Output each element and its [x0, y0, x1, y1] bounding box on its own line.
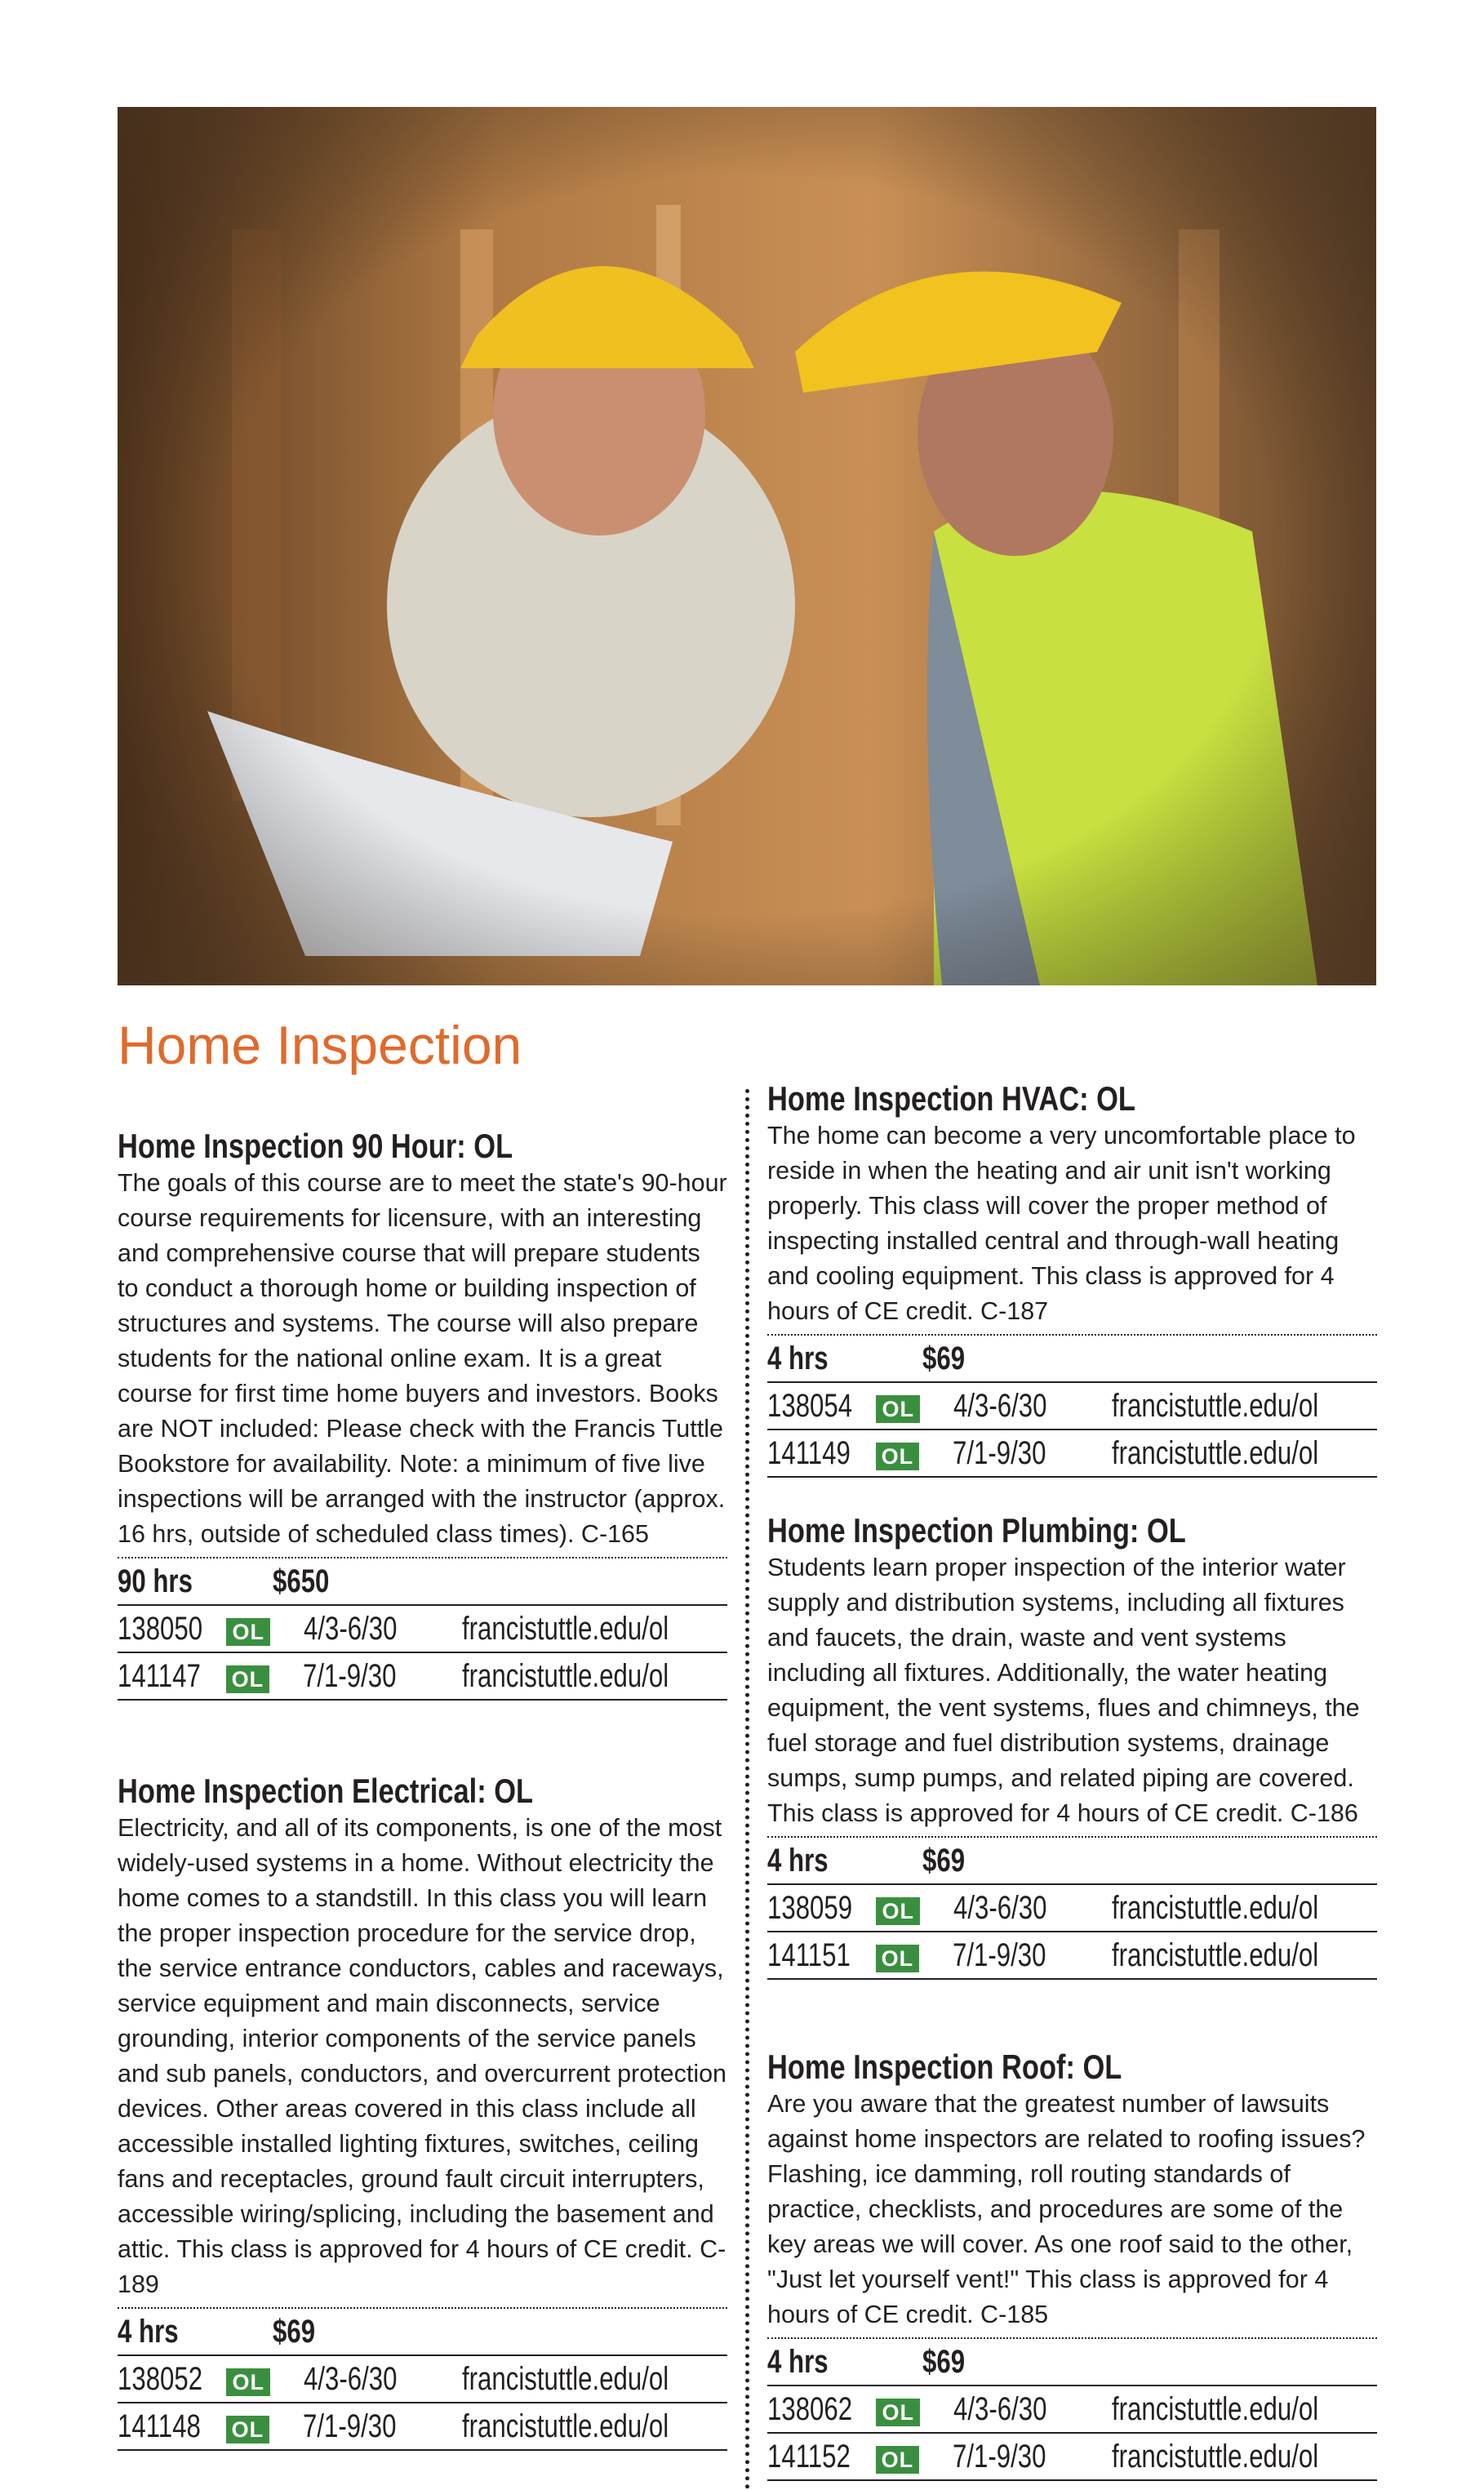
course-title: Home Inspection Plumbing: OL — [767, 1511, 1186, 1550]
session-dates: 4/3-6/30 — [303, 2360, 398, 2397]
table-row — [767, 1885, 1377, 1932]
session-dates: 4/3-6/30 — [953, 2390, 1047, 2427]
course-home-inspection-electrical — [118, 1772, 727, 2451]
schedule-table — [767, 1836, 1377, 1980]
session-dates: 4/3-6/30 — [953, 1889, 1047, 1926]
schedule-table — [767, 2337, 1377, 2481]
course-code: 141151 — [767, 1936, 851, 1973]
registration-link[interactable]: francistuttle.edu/ol — [462, 2360, 669, 2397]
course-code: 141149 — [767, 1434, 851, 1471]
course-price: $650 — [273, 1563, 330, 1599]
course-description: Are you aware that the greatest number of lawsuits against home inspectors are related to roofing issues? Flashing, ice damming, roll routing standards of practice, checklists, and procedures are some of the key areas we will cover. As one roof said to the other, "Just let yourself vent!" This class is approved for 4 hours of CE credit. C-185 — [767, 2090, 1366, 2328]
online-badge: OL — [226, 2368, 270, 2396]
course-description: Students learn proper inspection of the interior water supply and distribution systems, including all fixtures and faucets, the drain, waste and vent systems including all fixtures. Additionally, the water heating equipment, the vent systems, flues and chimneys, the fuel storage and fuel distribution systems, drainage sumps, sump pumps, and related piping are covered. This class is approved for 4 hours of CE credit. C-186 — [767, 1554, 1360, 1827]
table-row — [767, 2386, 1377, 2434]
online-badge: OL — [876, 2399, 920, 2426]
online-badge: OL — [876, 1897, 920, 1925]
course-title: Home Inspection Roof: OL — [767, 2048, 1122, 2086]
online-badge: OL — [876, 2446, 920, 2474]
registration-link[interactable]: francistuttle.edu/ol — [1112, 1889, 1319, 1926]
table-row — [118, 2356, 727, 2403]
course-description: Electricity, and all of its components, is one of the most widely-used systems in a home. Without electricity the home comes to a standstill. In this class you will learn the proper inspection procedure for the service drop, the service entrance conductors, cables and raceways, service equipment and main disconnects, service grounding, interior components of the service panels and sub panels, conductors, and overcurrent protection devices. Other areas covered in this class include all accessible installed lighting fixtures, switches, ceiling fans and receptacles, ground fault circuit interrupters, accessible wiring/splicing, including the basement and attic. This class is approved for 4 hours of CE credit. C-189 — [118, 1814, 727, 2298]
course-code: 138054 — [767, 1387, 853, 1424]
course-hours: 4 hrs — [118, 2313, 179, 2350]
schedule-header — [118, 2309, 727, 2356]
table-row — [767, 1383, 1377, 1430]
session-dates: 4/3-6/30 — [953, 1387, 1047, 1424]
table-row — [118, 2403, 727, 2451]
table-row — [767, 1932, 1377, 1980]
registration-link[interactable]: francistuttle.edu/ol — [1112, 1434, 1319, 1471]
online-badge: OL — [876, 1443, 920, 1470]
section-title: Home Inspection — [118, 1015, 522, 1075]
course-home-inspection-hvac — [767, 1079, 1377, 1478]
course-home-inspection-roof — [767, 2048, 1377, 2481]
schedule-header — [767, 2339, 1377, 2386]
course-code: 141152 — [767, 2438, 851, 2474]
registration-link[interactable]: francistuttle.edu/ol — [1112, 2438, 1319, 2474]
course-description: The home can become a very uncomfortable place to reside in when the heating and air unit isn't working properly. This class will cover the proper method of inspecting installed central and through-wall heating and cooling equipment. This class is approved for 4 hours of CE credit. C-187 — [767, 1122, 1356, 1325]
course-code: 138052 — [118, 2360, 203, 2397]
session-dates: 7/1-9/30 — [303, 2408, 397, 2444]
registration-link[interactable]: francistuttle.edu/ol — [1112, 2390, 1319, 2427]
course-code: 138050 — [118, 1610, 203, 1647]
course-hours: 4 hrs — [767, 1842, 829, 1879]
course-price: $69 — [273, 2313, 316, 2350]
schedule-header — [767, 1838, 1377, 1885]
course-title: Home Inspection Electrical: OL — [118, 1772, 534, 1810]
course-title: Home Inspection 90 Hour: OL — [118, 1127, 513, 1165]
online-badge: OL — [226, 2416, 270, 2443]
course-hours: 4 hrs — [767, 1340, 829, 1376]
course-title: Home Inspection HVAC: OL — [767, 1079, 1135, 1118]
schedule-header — [767, 1336, 1377, 1383]
online-badge: OL — [226, 1665, 270, 1693]
registration-link[interactable]: francistuttle.edu/ol — [1112, 1387, 1319, 1424]
course-code: 141148 — [118, 2408, 201, 2444]
schedule-table — [118, 1557, 727, 1701]
course-description: The goals of this course are to meet the state's 90-hour course requirements for licensure, with an interesting and comprehensive course that will prepare students to conduct a thorough home or building inspection of structures and systems. The course will also prepare students for the national online exam. It is a great course for first time home buyers and investors. Books are NOT included: Please check with the Francis Tuttle Bookstore for availability. Note: a minimum of five live inspections will be arranged with the instructor (approx. 16 hrs, outside of scheduled class times). C-165 — [118, 1169, 727, 1548]
registration-link[interactable]: francistuttle.edu/ol — [462, 1657, 669, 1694]
course-hours: 4 hrs — [767, 2343, 829, 2380]
session-dates: 7/1-9/30 — [953, 2438, 1046, 2474]
course-home-inspection-plumbing — [767, 1511, 1377, 1980]
course-hours: 90 hrs — [118, 1563, 193, 1599]
table-row — [767, 2434, 1377, 2481]
course-code: 138059 — [767, 1889, 853, 1926]
schedule-header — [118, 1558, 727, 1606]
course-code: 138062 — [767, 2390, 853, 2427]
session-dates: 7/1-9/30 — [953, 1936, 1046, 1973]
online-badge: OL — [876, 1395, 920, 1423]
session-dates: 4/3-6/30 — [303, 1610, 398, 1647]
online-badge: OL — [876, 1945, 920, 1972]
course-home-inspection-90-hour — [118, 1127, 727, 1701]
course-price: $69 — [922, 1842, 966, 1879]
session-dates: 7/1-9/30 — [953, 1434, 1046, 1471]
online-badge: OL — [226, 1618, 270, 1646]
schedule-table — [118, 2307, 727, 2451]
table-row — [118, 1653, 727, 1701]
registration-link[interactable]: francistuttle.edu/ol — [1112, 1936, 1319, 1973]
course-code: 141147 — [118, 1657, 201, 1694]
construction-workers-photo — [118, 107, 1376, 985]
table-row — [118, 1606, 727, 1653]
course-price: $69 — [922, 1340, 966, 1376]
column-divider — [745, 1089, 749, 2490]
course-price: $69 — [922, 2343, 966, 2380]
session-dates: 7/1-9/30 — [303, 1657, 397, 1694]
registration-link[interactable]: francistuttle.edu/ol — [462, 1610, 669, 1647]
registration-link[interactable]: francistuttle.edu/ol — [462, 2408, 669, 2444]
schedule-table — [767, 1334, 1377, 1478]
table-row — [767, 1430, 1377, 1478]
